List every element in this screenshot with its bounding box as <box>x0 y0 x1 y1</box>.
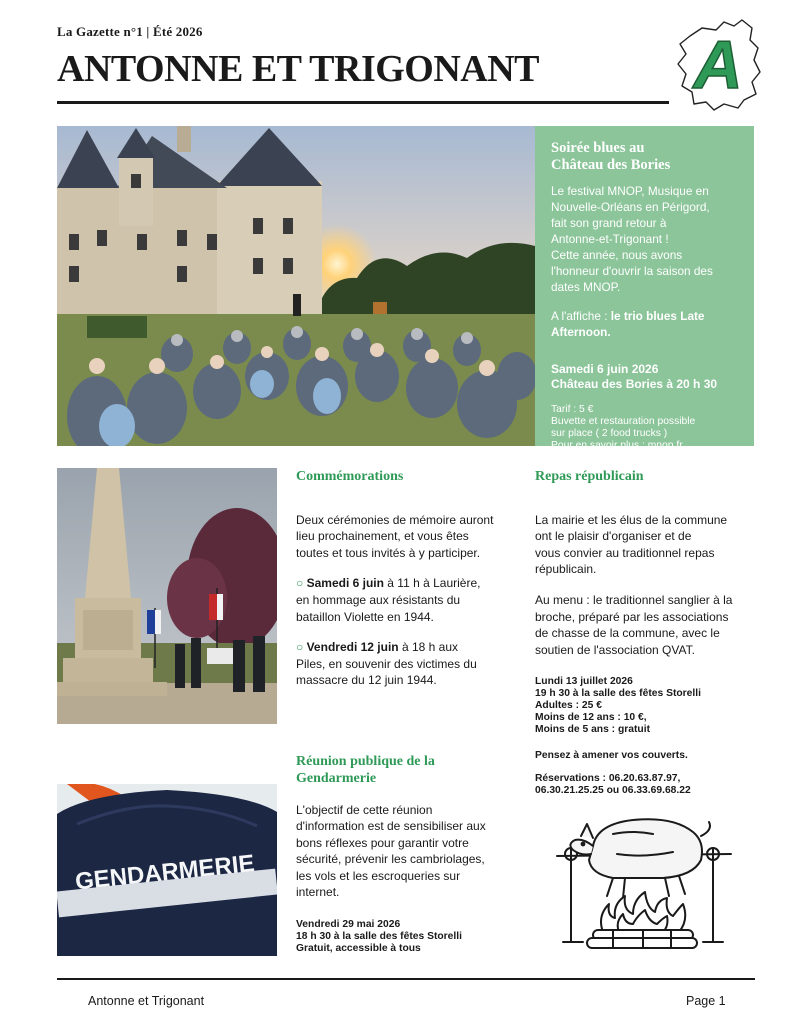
phone-line: Réservations : 06.20.63.87.97, <box>535 772 681 784</box>
date-line: Lundi 13 juillet 2026 <box>535 676 633 688</box>
concert-date <box>551 362 738 392</box>
gendarmerie-body <box>296 802 520 901</box>
text-line: Deux cérémonies de mémoire auront <box>296 512 494 527</box>
text-line: à 11 h à Laurière, <box>383 576 481 591</box>
text-line: l'honneur d'ouvrir la saison des <box>551 263 713 278</box>
price-line: Adultes : 25 € <box>535 700 602 712</box>
repas-reservations <box>535 773 757 797</box>
war-memorial-photo <box>57 468 277 724</box>
repas-info <box>535 676 757 736</box>
circle-bullet-icon: ○ <box>296 640 304 655</box>
lineup-artist: le trio blues Late <box>610 309 705 323</box>
info-link-line: Pour en savoir plus : mnop.fr <box>551 439 683 451</box>
text-line: Nouvelle-Orléans en Périgord, <box>551 199 710 214</box>
text-line: dates MNOP. <box>551 279 621 294</box>
repas-intro <box>535 512 757 578</box>
gendarmerie-heading <box>296 754 520 788</box>
commemorations-section <box>296 469 520 689</box>
commemorations-intro <box>296 512 520 562</box>
concert-intro <box>551 183 738 295</box>
text-line: soutien de l'association QVAT. <box>535 642 695 657</box>
ceremony-item <box>296 575 520 625</box>
text-line: bataillon Violette en 1944. <box>296 609 434 624</box>
repas-section <box>535 469 757 797</box>
text-line: fait son grand retour à <box>551 215 667 230</box>
info-line: sur place ( 2 food trucks ) <box>551 427 668 439</box>
text-line: L'objectif de cette réunion <box>296 802 433 817</box>
title-divider <box>57 101 669 104</box>
gendarmerie-section <box>296 754 520 955</box>
text-line: massacre du 12 juin 1944. <box>296 673 437 688</box>
venue-line: Château des Bories à 20 h 30 <box>551 377 718 392</box>
phone-line: 06.30.21.25.25 ou 06.33.69.68.22 <box>535 784 691 796</box>
lineup-artist-line: Afternoon. <box>551 325 611 340</box>
text-line: Cette année, nous avons <box>551 247 683 262</box>
ceremony-date: Vendredi 12 juin <box>306 640 399 655</box>
spit-roast-boar-illustration <box>553 804 735 954</box>
price-line: Moins de 12 ans : 10 €, <box>535 711 647 723</box>
text-line: d'information est de sensibiliser aux <box>296 819 486 834</box>
venue-line: 18 h 30 à la salle des fêtes Storelli <box>296 930 462 942</box>
ceremony-date: Samedi 6 juin <box>306 576 384 591</box>
text-line: ont le plaisir d'organiser et de <box>535 529 692 544</box>
text-line: bons réflexes pour garantir votre <box>296 835 469 850</box>
date-line: Vendredi 29 mai 2026 <box>296 918 401 930</box>
text-line: en hommage aux résistants du <box>296 592 461 607</box>
page-title: ANTONNE ET TRIGONANT <box>57 48 540 90</box>
heading-line: Réunion publique de la <box>296 754 435 769</box>
chateau-concert-photo <box>57 126 535 446</box>
concert-heading-line: Soirée blues au <box>551 140 645 156</box>
text-line: à 18 h aux <box>398 640 459 655</box>
page-number: Page 1 <box>686 994 726 1008</box>
text-line: La mairie et les élus de la commune <box>535 512 728 527</box>
issue-line: La Gazette n°1 | Été 2026 <box>57 24 203 39</box>
text-line: Au menu : le traditionnel sanglier à la <box>535 592 733 607</box>
gendarmerie-jacket-photo <box>57 784 277 956</box>
commemorations-heading: Commémorations <box>296 469 404 484</box>
text-line: vous convier au traditionnel repas <box>535 545 715 560</box>
jacket-lettering: GENDARMERIE <box>73 849 256 896</box>
footer-commune: Antonne et Trigonant <box>88 994 205 1008</box>
info-line: Buvette et restauration possible <box>551 416 696 427</box>
circle-bullet-icon: ○ <box>296 576 304 591</box>
text-line: les vols et les escroqueries sur <box>296 868 461 883</box>
text-line: internet. <box>296 885 340 900</box>
concert-lineup <box>551 308 738 340</box>
price-line: Moins de 5 ans : gratuit <box>535 723 650 735</box>
gendarmerie-info <box>296 919 520 955</box>
text-line: républicain. <box>535 562 597 577</box>
ceremony-item <box>296 639 520 689</box>
concert-heading <box>551 140 738 175</box>
repas-heading: Repas républicain <box>535 469 644 484</box>
venue-line: 19 h 30 à la salle des fêtes Storelli <box>535 688 701 700</box>
repas-tip: Pensez à amener vos couverts. <box>535 749 688 761</box>
text-line: Antonne-et-Trigonant ! <box>551 231 669 246</box>
heading-line: Gendarmerie <box>296 770 377 786</box>
footer-divider <box>57 978 755 980</box>
price-line: Tarif : 5 € <box>551 404 594 416</box>
text-line: toutes et tous invités à y participer. <box>296 545 481 560</box>
concert-heading-line: Château des Bories <box>551 157 671 174</box>
info-line: Gratuit, accessible à tous <box>296 942 421 954</box>
logo-letter: A <box>693 27 743 103</box>
repas-menu <box>535 592 757 658</box>
concert-info <box>551 404 738 452</box>
text-line: Piles, en souvenir des victimes du <box>296 656 477 671</box>
text-line: de chasse de la commune, avec le <box>535 626 720 641</box>
text-line: Le festival MNOP, Musique en <box>551 183 709 198</box>
commune-map-logo <box>672 14 764 112</box>
concert-panel <box>535 126 754 451</box>
text-line: broche, préparé par les associations <box>535 609 729 624</box>
text-line: lieu prochainement, et vous êtes <box>296 529 469 544</box>
text-line: sécurité, prévenir les cambriolages, <box>296 852 485 867</box>
lineup-prefix: A l'affiche : <box>551 309 611 323</box>
date-line: Samedi 6 juin 2026 <box>551 362 659 377</box>
